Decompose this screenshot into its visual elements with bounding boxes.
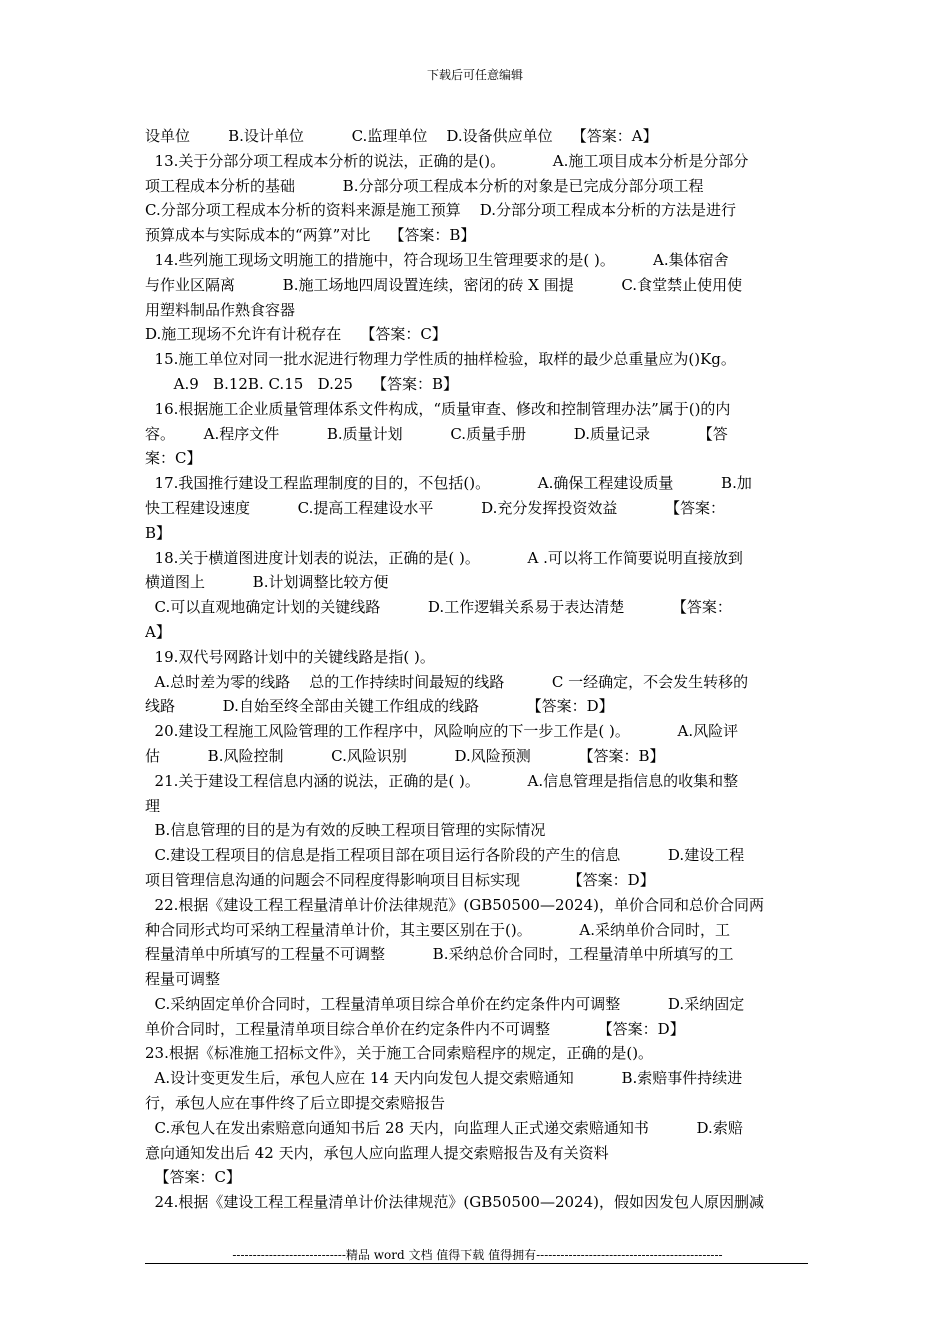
text-line: A.9 B.12B. C.15 D.25 【答案：B】 — [145, 374, 459, 393]
text-line: 种合同形式均可采纳工程量清单计价，其主要区别在于()。 A.采纳单价合同时，工 — [145, 920, 730, 939]
text-line: 横道图上 B.计划调整比较方便 — [145, 573, 389, 592]
text-line: 14.些列施工现场文明施工的措施中，符合现场卫生管理要求的是( )。 A.集体宿舍 — [145, 250, 729, 269]
text-line: A.总时差为零的线路 总的工作持续时间最短的线路 C 一经确定，不会发生转移的 — [145, 672, 749, 691]
text-line: 估 B.风险控制 C.风险识别 D.风险预测 【答案：B】 — [145, 746, 665, 765]
text-line: 13.关于分部分项工程成本分析的说法，正确的是()。 A.施工项目成本分析是分部分 — [145, 151, 749, 170]
text-line: 17.我国推行建设工程监理制度的目的，不包括()。 A.确保工程建设质量 B.加 — [145, 474, 752, 493]
text-line: 16.根据施工企业质量管理体系文件构成，“质量审查、修改和控制管理办法”属于()的内 — [145, 399, 731, 418]
text-line: A】 — [145, 622, 171, 641]
page-footer: ----------------------------精品 word 文档 值得下载 值得拥有---------------------------------------------- — [232, 1248, 723, 1262]
text-line: C.采纳固定单价合同时，工程量清单项目综合单价在约定条件内可调整 D.采纳固定 — [145, 994, 745, 1013]
footer-divider — [145, 1263, 808, 1264]
text-line: 设单位 B.设计单位 C.监理单位 D.设备供应单位 【答案：A】 — [145, 127, 658, 145]
text-line: D.施工现场不允许有计税存在 【答案：C】 — [145, 325, 447, 344]
text-line: 线路 D.自始至终全部由关键工作组成的线路 【答案：D】 — [145, 697, 614, 716]
text-line: 18.关于横道图进度计划表的说法，正确的是( )。 A .可以将工作简要说明直接放到 — [145, 548, 743, 567]
text-line: C.分部分项工程成本分析的资料来源是施工预算 D.分部分项工程成本分析的方法是进行 — [145, 201, 737, 220]
text-line: A.设计变更发生后，承包人应在 14 天内向发包人提交索赔通知 B.索赔事件持续进 — [145, 1069, 743, 1088]
document-body — [145, 124, 810, 1215]
text-line: 意向通知发出后 42 天内，承包人应向监理人提交索赔报告及有关资料 — [145, 1143, 609, 1162]
text-line: 预算成本与实际成本的“两算”对比 【答案：B】 — [145, 226, 476, 245]
text-line: 【答案：C】 — [145, 1168, 242, 1187]
text-line: C.可以直观地确定计划的关键线路 D.工作逻辑关系易于表达清楚 【答案： — [145, 598, 732, 617]
text-line: 案：C】 — [145, 449, 202, 468]
text-line: 与作业区隔离 B.施工场地四周设置连续，密闭的砖 X 围提 C.食堂禁止使用使 — [145, 275, 743, 294]
text-line: 程量可调整 — [145, 970, 221, 989]
text-line: 程量清单中所填写的工程量不可调整 B.采纳总价合同时，工程量清单中所填写的工 — [145, 945, 734, 964]
text-line: B】 — [145, 523, 172, 542]
text-line: 20.建设工程施工风险管理的工作程序中，风险响应的下一步工作是( )。 A.风险评 — [145, 722, 739, 741]
text-line: 理 — [145, 796, 161, 815]
text-line: 快工程建设速度 C.提高工程建设水平 D.充分发挥投资效益 【答案： — [145, 498, 726, 517]
text-line: 行，承包人应在事件终了后立即提交索赔报告 — [145, 1094, 446, 1113]
text-line: 21.关于建设工程信息内涵的说法，正确的是( )。 A.信息管理是指信息的收集和整 — [145, 771, 739, 790]
text-line: 用塑料制品作熟食容器 — [145, 300, 296, 319]
text-line: 项工程成本分析的基础 B.分部分项工程成本分析的对象是已完成分部分项工程 — [145, 176, 704, 195]
text-line: 23.根据《标准施工招标文件》，关于施工合同索赔程序的规定，正确的是()。 — [145, 1044, 654, 1063]
text-line: 单价合同时，工程量清单项目综合单价在约定条件内不可调整 【答案：D】 — [145, 1019, 685, 1038]
text-line: C.建设工程项目的信息是指工程项目部在项目运行各阶段的产生的信息 D.建设工程 — [145, 846, 745, 865]
text-line: 15.施工单位对同一批水泥进行物理力学性质的抽样检验，取样的最少总重量应为()Kg。 — [145, 350, 736, 369]
text-line: 容。 A.程序文件 B.质量计划 C.质量手册 D.质量记录 【答 — [145, 424, 728, 443]
text-line: B.信息管理的目的是为有效的反映工程项目管理的实际情况 — [145, 821, 546, 840]
text-line: 19.双代号网路计划中的关键线路是指( )。 — [145, 647, 435, 666]
text-line: C.承包人在发出索赔意向通知书后 28 天内，向监理人正式递交索赔通知书 D.索赔 — [145, 1118, 743, 1137]
text-line: 22.根据《建设工程工程量清单计价法律规范》(GB50500—2024)，单价合同和总价合同两 — [145, 895, 764, 914]
page-header: 下载后可任意编辑 — [426, 68, 523, 82]
text-line: 项目管理信息沟通的问题会不同程度得影响项目目标实现 【答案：D】 — [145, 870, 655, 889]
text-line: 24.根据《建设工程工程量清单计价法律规范》(GB50500—2024)，假如因发包人原因删减 — [145, 1193, 764, 1212]
